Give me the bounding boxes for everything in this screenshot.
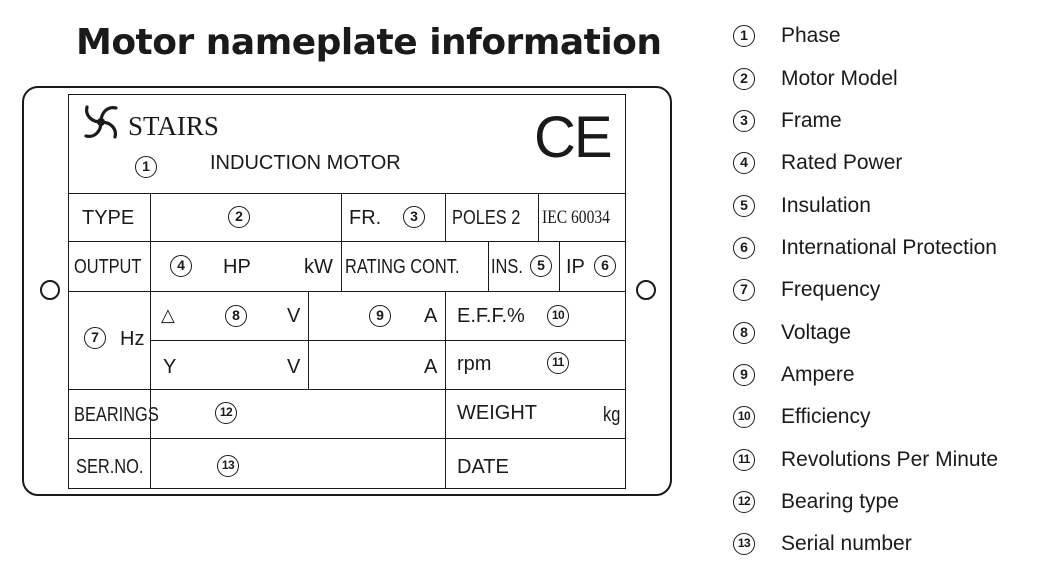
star-amp-unit: A: [424, 356, 438, 378]
marker-frame: 3: [403, 206, 425, 228]
legend-label: Serial number: [781, 532, 912, 555]
brand-logo-icon: [78, 100, 124, 144]
legend-label: Efficiency: [781, 405, 871, 428]
marker-frequency: 7: [84, 327, 106, 349]
date-label: DATE: [457, 456, 509, 478]
delta-volt-unit: V: [287, 305, 301, 327]
poles-label: POLES 2: [452, 207, 521, 229]
legend-number: 5: [733, 195, 755, 217]
marker-ampere: 9: [369, 305, 391, 327]
star-volt-unit: V: [287, 356, 301, 378]
ip-label: IP: [566, 256, 585, 278]
legend-number: 13: [733, 533, 755, 555]
hz-unit: Hz: [120, 328, 145, 350]
legend-number: 11: [733, 449, 755, 471]
legend-number: 2: [733, 68, 755, 90]
legend-label: Frame: [781, 109, 842, 132]
legend-label: Insulation: [781, 194, 871, 217]
legend-label: Bearing type: [781, 490, 899, 513]
legend-label: Motor Model: [781, 67, 898, 90]
legend-label: Phase: [781, 24, 841, 47]
delta-symbol: △: [161, 305, 175, 326]
star-symbol: Y: [163, 356, 177, 378]
frame-label: FR.: [349, 207, 382, 229]
legend-label: International Protection: [781, 236, 997, 259]
serno-value-cell: [150, 438, 446, 489]
hp-unit: HP: [223, 256, 251, 278]
ins-label: INS.: [491, 256, 523, 278]
standard-label: IEC 60034: [542, 207, 610, 228]
rpm-label: rpm: [457, 353, 492, 375]
efficiency-label: E.F.F.%: [457, 305, 525, 327]
marker-phase: 1: [135, 156, 157, 178]
legend-number: 1: [733, 25, 755, 47]
motor-type-text: INDUCTION MOTOR: [210, 152, 401, 174]
marker-model: 2: [228, 206, 250, 228]
marker-insulation: 5: [530, 255, 552, 277]
legend-number: 4: [733, 152, 755, 174]
marker-efficiency: 10: [547, 305, 569, 327]
legend-number: 10: [733, 406, 755, 428]
delta-amp-unit: A: [424, 305, 438, 327]
kw-unit: kW: [304, 256, 333, 278]
ce-mark: CE: [534, 105, 611, 170]
legend-label: Ampere: [781, 363, 855, 386]
legend-number: 6: [733, 237, 755, 259]
legend-number: 7: [733, 279, 755, 301]
legend-label: Frequency: [781, 278, 881, 301]
legend-number: 9: [733, 364, 755, 386]
page-title: Motor nameplate information: [76, 22, 662, 63]
legend-label: Rated Power: [781, 151, 903, 174]
legend-label: Revolutions Per Minute: [781, 448, 999, 471]
marker-power: 4: [170, 255, 192, 277]
serno-label: SER.NO.: [76, 456, 144, 478]
kg-unit: kg: [603, 404, 621, 426]
marker-rpm: 11: [547, 352, 569, 374]
bearings-label: BEARINGS: [74, 404, 159, 426]
legend-number: 12: [733, 491, 755, 513]
marker-voltage: 8: [225, 305, 247, 327]
bearings-value-cell: [150, 389, 446, 439]
marker-protection: 6: [594, 255, 616, 277]
legend-number: 3: [733, 110, 755, 132]
marker-serial: 13: [217, 455, 239, 477]
marker-bearing: 12: [215, 402, 237, 424]
rating-label: RATING CONT.: [345, 256, 460, 278]
type-label: TYPE: [82, 207, 135, 229]
mounting-hole-left: [40, 280, 60, 300]
brand-name: STAIRS: [128, 111, 219, 141]
weight-label: WEIGHT: [457, 402, 537, 424]
output-label: OUTPUT: [74, 256, 142, 278]
legend-number: 8: [733, 322, 755, 344]
mounting-hole-right: [636, 280, 656, 300]
legend-label: Voltage: [781, 321, 852, 344]
